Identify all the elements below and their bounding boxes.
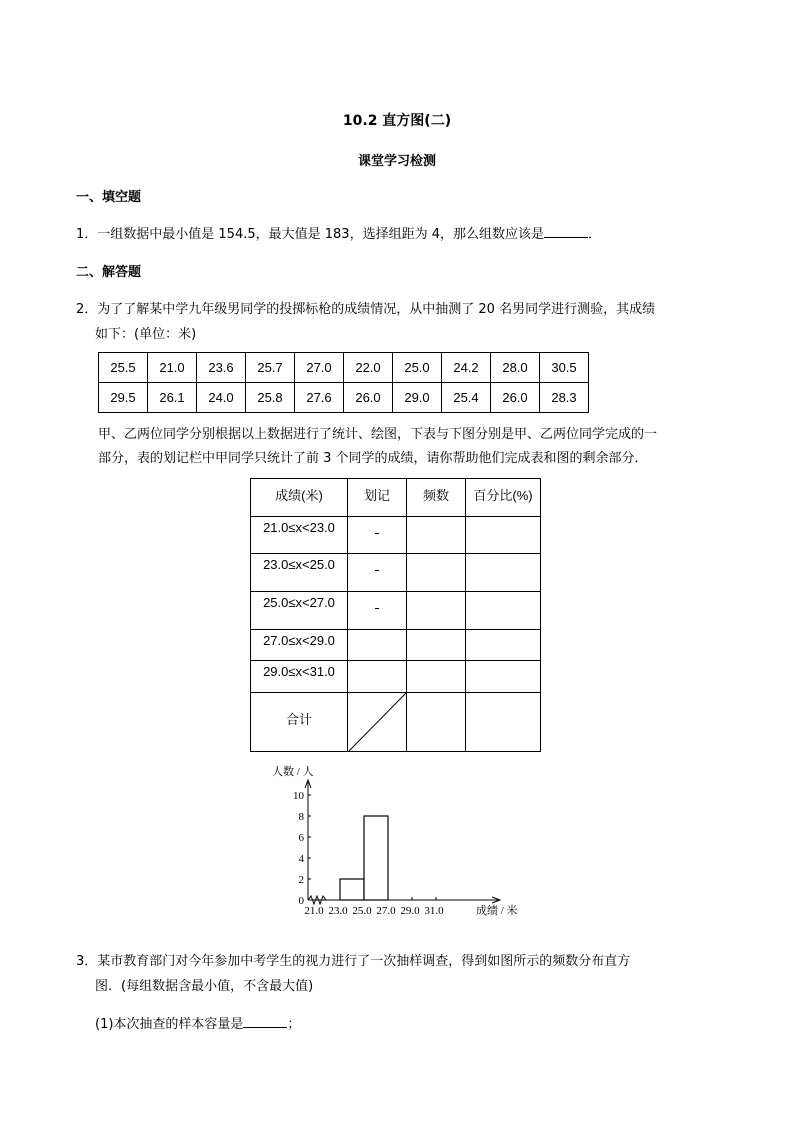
table-row — [251, 661, 541, 693]
section-fill-blank: 一、填空题 — [76, 190, 142, 205]
question-2-para2: 部分，表的划记栏中甲同学只统计了前 3 个同学的成绩，请你帮助他们完成表和图的剩余部分． — [98, 451, 648, 466]
table-cell: 26.0 — [344, 383, 393, 413]
total-label: 合计 — [251, 693, 348, 752]
histogram-bar — [340, 879, 364, 900]
question-3-line1: 3．某市教育部门对今年参加中考学生的视力进行了一次抽样调查，得到如图所示的频数分布直方 — [76, 954, 631, 969]
scores-table — [98, 352, 589, 413]
table-cell: 29.5 — [99, 383, 148, 413]
frequency-cell — [407, 554, 466, 592]
percent-cell — [466, 693, 541, 752]
question-1-end: ． — [587, 227, 601, 242]
table-cell: 27.6 — [295, 383, 344, 413]
y-axis-label: 人数 / 人 — [272, 766, 314, 778]
frequency-cell — [407, 661, 466, 693]
y-tick-label: 2 — [298, 874, 304, 886]
table-cell: 25.7 — [246, 353, 295, 383]
table-cell: 23.6 — [197, 353, 246, 383]
y-tick-label: 6 — [298, 832, 304, 844]
question-2-line1: 2．为了了解某中学九年级男同学的投掷标枪的成绩情况，从中抽测了 20 名男同学进行测验，其成绩 — [76, 302, 656, 317]
frequency-cell — [407, 630, 466, 661]
table-cell: 28.3 — [540, 383, 589, 413]
percent-cell — [466, 661, 541, 693]
frequency-cell — [407, 592, 466, 630]
y-tick-label: 8 — [298, 811, 304, 823]
page-subtitle: 课堂学习检测 — [357, 154, 436, 169]
table-cell: 22.0 — [344, 353, 393, 383]
table-total-row — [251, 693, 541, 752]
question-1 — [76, 223, 601, 242]
table-cell: 24.0 — [197, 383, 246, 413]
range-cell: 23.0≤x<25.0 — [251, 554, 348, 592]
y-tick-label: 4 — [298, 853, 304, 865]
x-tick-label: 25.0 — [352, 905, 372, 917]
tally-cell — [348, 661, 407, 693]
x-tick-label: 31.0 — [424, 905, 444, 917]
percent-cell — [466, 630, 541, 661]
tally-table — [250, 478, 541, 752]
percent-cell — [466, 517, 541, 554]
table-cell: 29.0 — [393, 383, 442, 413]
table-row — [99, 383, 589, 413]
table-cell: 27.0 — [295, 353, 344, 383]
table-row — [251, 554, 541, 592]
table-cell: 28.0 — [491, 353, 540, 383]
table-cell: 30.5 — [540, 353, 589, 383]
y-tick-label: 10 — [293, 790, 304, 802]
table-cell: 24.2 — [442, 353, 491, 383]
x-tick-label: 29.0 — [400, 905, 420, 917]
tally-cell — [348, 592, 407, 630]
x-tick-label: 27.0 — [376, 905, 396, 917]
range-cell: 29.0≤x<31.0 — [251, 661, 348, 693]
diagonal-cell — [348, 693, 407, 752]
table-row — [251, 592, 541, 630]
x-axis-label: 成绩 / 米 — [476, 905, 518, 917]
range-cell: 27.0≤x<29.0 — [251, 630, 348, 661]
percent-cell — [466, 554, 541, 592]
question-1-text: 1．一组数据中最小值是 154.5，最大值是 183，选择组距为 4，那么组数应该是 — [76, 227, 544, 242]
tally-cell — [348, 517, 407, 554]
question-3-sub1-text: (1)本次抽查的样本容量是 — [95, 1017, 244, 1032]
tally-cell — [348, 630, 407, 661]
table-cell: 21.0 — [148, 353, 197, 383]
answer-blank — [243, 1015, 287, 1028]
header-percent: 百分比(%) — [466, 479, 541, 517]
percent-cell — [466, 592, 541, 630]
header-tally: 划记 — [348, 479, 407, 517]
table-cell: 25.0 — [393, 353, 442, 383]
table-row — [251, 630, 541, 661]
question-2-para1: 甲、乙两位同学分别根据以上数据进行了统计、绘图，下表与下图分别是甲、乙两位同学完成的一 — [98, 427, 658, 442]
question-2-line2: 如下：(单位：米) — [95, 327, 197, 342]
histogram-chart — [270, 760, 540, 920]
tally-mark — [375, 570, 379, 571]
y-tick-label: 0 — [298, 895, 304, 907]
answer-blank — [544, 225, 588, 238]
table-cell: 26.0 — [491, 383, 540, 413]
table-row — [251, 517, 541, 554]
table-header-row — [251, 479, 541, 517]
table-row — [99, 353, 589, 383]
question-3-line2: 图．(每组数据含最小值，不含最大值) — [95, 979, 314, 994]
tally-mark — [375, 608, 379, 609]
question-3-sub1 — [95, 1013, 300, 1032]
x-tick-label: 21.0 — [304, 905, 324, 917]
tally-cell — [348, 554, 407, 592]
table-cell: 25.5 — [99, 353, 148, 383]
section-answer: 二、解答题 — [76, 265, 142, 280]
table-cell: 26.1 — [148, 383, 197, 413]
range-cell: 21.0≤x<23.0 — [251, 517, 348, 554]
range-cell: 25.0≤x<27.0 — [251, 592, 348, 630]
table-cell: 25.8 — [246, 383, 295, 413]
header-score: 成绩(米) — [251, 479, 348, 517]
histogram-bar — [364, 816, 388, 900]
page-title: 10.2 直方图(二) — [342, 113, 452, 129]
question-3-sub1-end: ； — [287, 1017, 301, 1032]
diagonal-line — [348, 693, 406, 752]
x-tick-label: 23.0 — [328, 905, 348, 917]
header-frequency: 频数 — [407, 479, 466, 517]
table-cell: 25.4 — [442, 383, 491, 413]
frequency-cell — [407, 517, 466, 554]
frequency-cell — [407, 693, 466, 752]
tally-mark — [375, 533, 379, 534]
